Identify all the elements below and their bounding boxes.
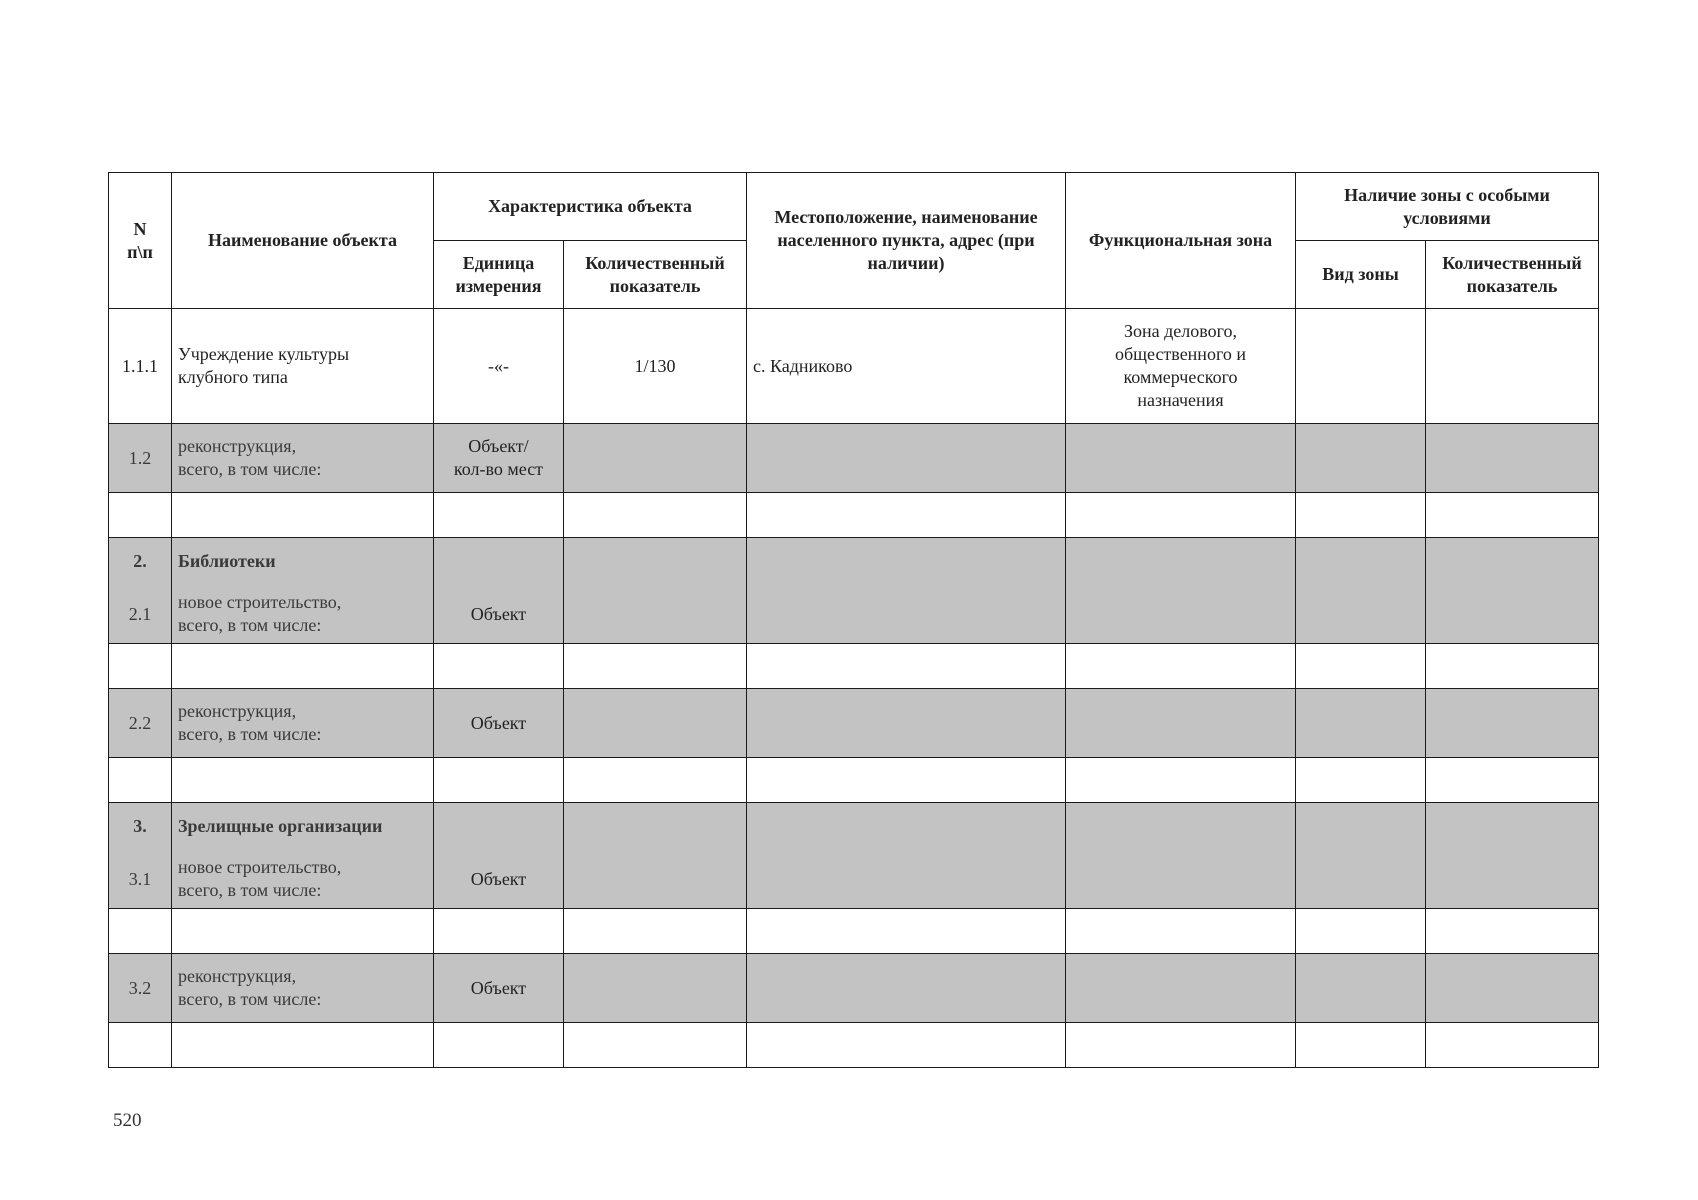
row-name: Библиотеки bbox=[172, 538, 434, 586]
row-unit: Объект bbox=[434, 851, 564, 909]
row-zone-type bbox=[1296, 424, 1426, 493]
row-number: 1.2 bbox=[109, 424, 172, 493]
table-row bbox=[109, 758, 1599, 803]
row-location bbox=[747, 424, 1066, 493]
table-row bbox=[109, 644, 1599, 689]
header-unit: Единица измерения bbox=[434, 241, 564, 309]
header-zone-quantity: Количественный показатель bbox=[1426, 241, 1599, 309]
row-name: реконструкция, всего, в том числе: bbox=[172, 954, 434, 1023]
row-number: 3.1 bbox=[109, 851, 172, 909]
objects-table bbox=[108, 172, 1599, 1068]
row-number: 1.1.1 bbox=[109, 309, 172, 424]
header-zone-type: Вид зоны bbox=[1296, 241, 1426, 309]
table-row bbox=[109, 424, 1599, 493]
row-unit: Объект bbox=[434, 586, 564, 644]
table-row bbox=[109, 493, 1599, 538]
header-location: Местоположение, наименование населенного пункта, адрес (при наличии) bbox=[747, 173, 1066, 309]
table-row bbox=[109, 909, 1599, 954]
table-row bbox=[109, 538, 1599, 586]
row-unit: Объект/ кол-во мест bbox=[434, 424, 564, 493]
row-name: новое строительство, всего, в том числе: bbox=[172, 851, 434, 909]
row-name: реконструкция, всего, в том числе: bbox=[172, 689, 434, 758]
row-number: 2.2 bbox=[109, 689, 172, 758]
table-row bbox=[109, 803, 1599, 851]
row-unit: Объект bbox=[434, 689, 564, 758]
page-number: 520 bbox=[113, 1110, 142, 1131]
table-row bbox=[109, 851, 1599, 909]
table-row bbox=[109, 309, 1599, 424]
header-characteristic: Характеристика объекта bbox=[434, 173, 747, 241]
row-functional-zone bbox=[1066, 424, 1296, 493]
row-zone-quantity bbox=[1426, 309, 1599, 424]
header-name: Наименование объекта bbox=[172, 173, 434, 309]
row-zone-type bbox=[1296, 309, 1426, 424]
header-functional-zone: Функциональная зона bbox=[1066, 173, 1296, 309]
row-location: с. Кадниково bbox=[747, 309, 1066, 424]
row-functional-zone: Зона делового, общественного и коммерческого назначения bbox=[1066, 309, 1296, 424]
row-zone-quantity bbox=[1426, 424, 1599, 493]
row-name: новое строительство, всего, в том числе: bbox=[172, 586, 434, 644]
row-number: 2. bbox=[109, 538, 172, 586]
row-unit: -«- bbox=[434, 309, 564, 424]
row-number: 3.2 bbox=[109, 954, 172, 1023]
header-num: N п\п bbox=[109, 173, 172, 309]
table-row bbox=[109, 689, 1599, 758]
header-quantity: Количественный показатель bbox=[564, 241, 747, 309]
header-special-zone: Наличие зоны с особыми условиями bbox=[1296, 173, 1599, 241]
table-row bbox=[109, 954, 1599, 1023]
row-number: 3. bbox=[109, 803, 172, 851]
row-name: Учреждение культуры клубного типа bbox=[172, 309, 434, 424]
row-name: Зрелищные организации bbox=[172, 803, 434, 851]
row-unit: Объект bbox=[434, 954, 564, 1023]
row-name: реконструкция, всего, в том числе: bbox=[172, 424, 434, 493]
row-number: 2.1 bbox=[109, 586, 172, 644]
row-quantity bbox=[564, 424, 747, 493]
row-quantity: 1/130 bbox=[564, 309, 747, 424]
table-row bbox=[109, 1023, 1599, 1068]
table-row bbox=[109, 586, 1599, 644]
